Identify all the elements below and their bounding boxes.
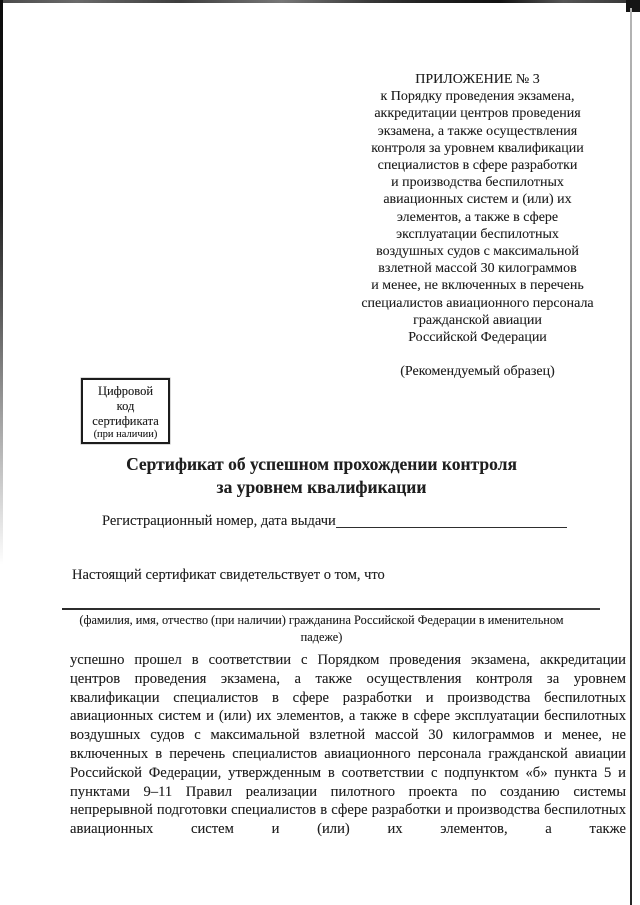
appendix-header-line: специалистов авиационного персонала: [361, 295, 594, 311]
registration-row: [102, 512, 567, 530]
appendix-header-line: экзамена, а также осуществления: [377, 123, 578, 139]
document-title: [65, 453, 578, 499]
spacer: [330, 346, 625, 363]
statement-line: Настоящий сертификат свидетельствует о том, что: [72, 567, 385, 583]
scan-edge-top-right: [626, 0, 640, 12]
appendix-header-line: специалистов в сфере разработки: [377, 158, 578, 174]
name-caption-line-2: падеже): [300, 629, 343, 644]
registration-number-label: Регистрационный номер, дата выдачи: [102, 513, 336, 529]
certificate-code-box: [81, 378, 170, 444]
name-caption: [65, 612, 578, 645]
certificate-code-box-line: код: [116, 399, 135, 413]
appendix-header-line: элементов, а также в сфере: [396, 209, 559, 225]
certificate-code-box-line: сертификата: [92, 414, 159, 428]
appendix-header-line: воздушных судов с максимальной: [376, 244, 579, 260]
name-fill-in-rule: [62, 608, 600, 610]
appendix-header-line: и производства беспилотных: [391, 175, 564, 191]
scan-edge-right: [630, 8, 632, 905]
appendix-header-line: и менее, не включенных в перечень: [371, 278, 584, 294]
appendix-header-line: ПРИЛОЖЕНИЕ № 3: [415, 72, 540, 87]
appendix-header-line: Российской Федерации: [408, 330, 547, 346]
scan-edge-top: [0, 0, 640, 3]
appendix-header-line: контроля за уровнем квалификации: [371, 140, 584, 156]
recommended-sample-note: (Рекомендуемый образец): [400, 364, 555, 380]
document-title-line-2: за уровнем квалификации: [216, 477, 427, 497]
appendix-header-line: гражданской авиации: [413, 312, 542, 328]
appendix-header: [330, 71, 625, 380]
document-title-line-1: Сертификат об успешном прохождении контроля: [126, 454, 517, 474]
certificate-code-box-note: (при наличии): [93, 429, 158, 440]
scan-edge-left: [0, 0, 3, 565]
appendix-header-line: к Порядку проведения экзамена,: [380, 89, 575, 105]
appendix-header-line: взлетной массой 30 килограммов: [378, 261, 577, 277]
registration-number-blank: [336, 526, 567, 528]
appendix-header-line: эксплуатации беспилотных: [396, 226, 559, 242]
appendix-header-line: авиационных систем и (или) их: [383, 192, 572, 208]
certificate-code-box-line: Цифровой: [97, 384, 154, 398]
appendix-header-line: аккредитации центров проведения: [374, 106, 581, 122]
body-paragraph: успешно прошел в соответствии с Порядком проведения экзамена, аккредитации центров проведения экзамена, а также осуществления контроля за уровнем квалификации специалистов в сфере разработки и производства беспилотных авиационных систем и (или) их элементов, а также в сфере эксплуатации беспилотных воздушных судов с максимальной взлетной массой 30 килограммов и менее, не включенных в перечень специалистов авиационного персонала гражданской авиации Российской Федерации, утвержденным в соответствии с подпунктом «б» пункта 5 и пунктами 9–11 Правил реализации пилотного проекта по созданию системы непрерывной подготовки специалистов в сфере разработки и производства беспилотных авиационных систем и (или) их элементов, а также: [70, 652, 626, 838]
name-caption-line-1: (фамилия, имя, отчество (при наличии) гражданина Российской Федерации в именительном: [79, 613, 564, 627]
